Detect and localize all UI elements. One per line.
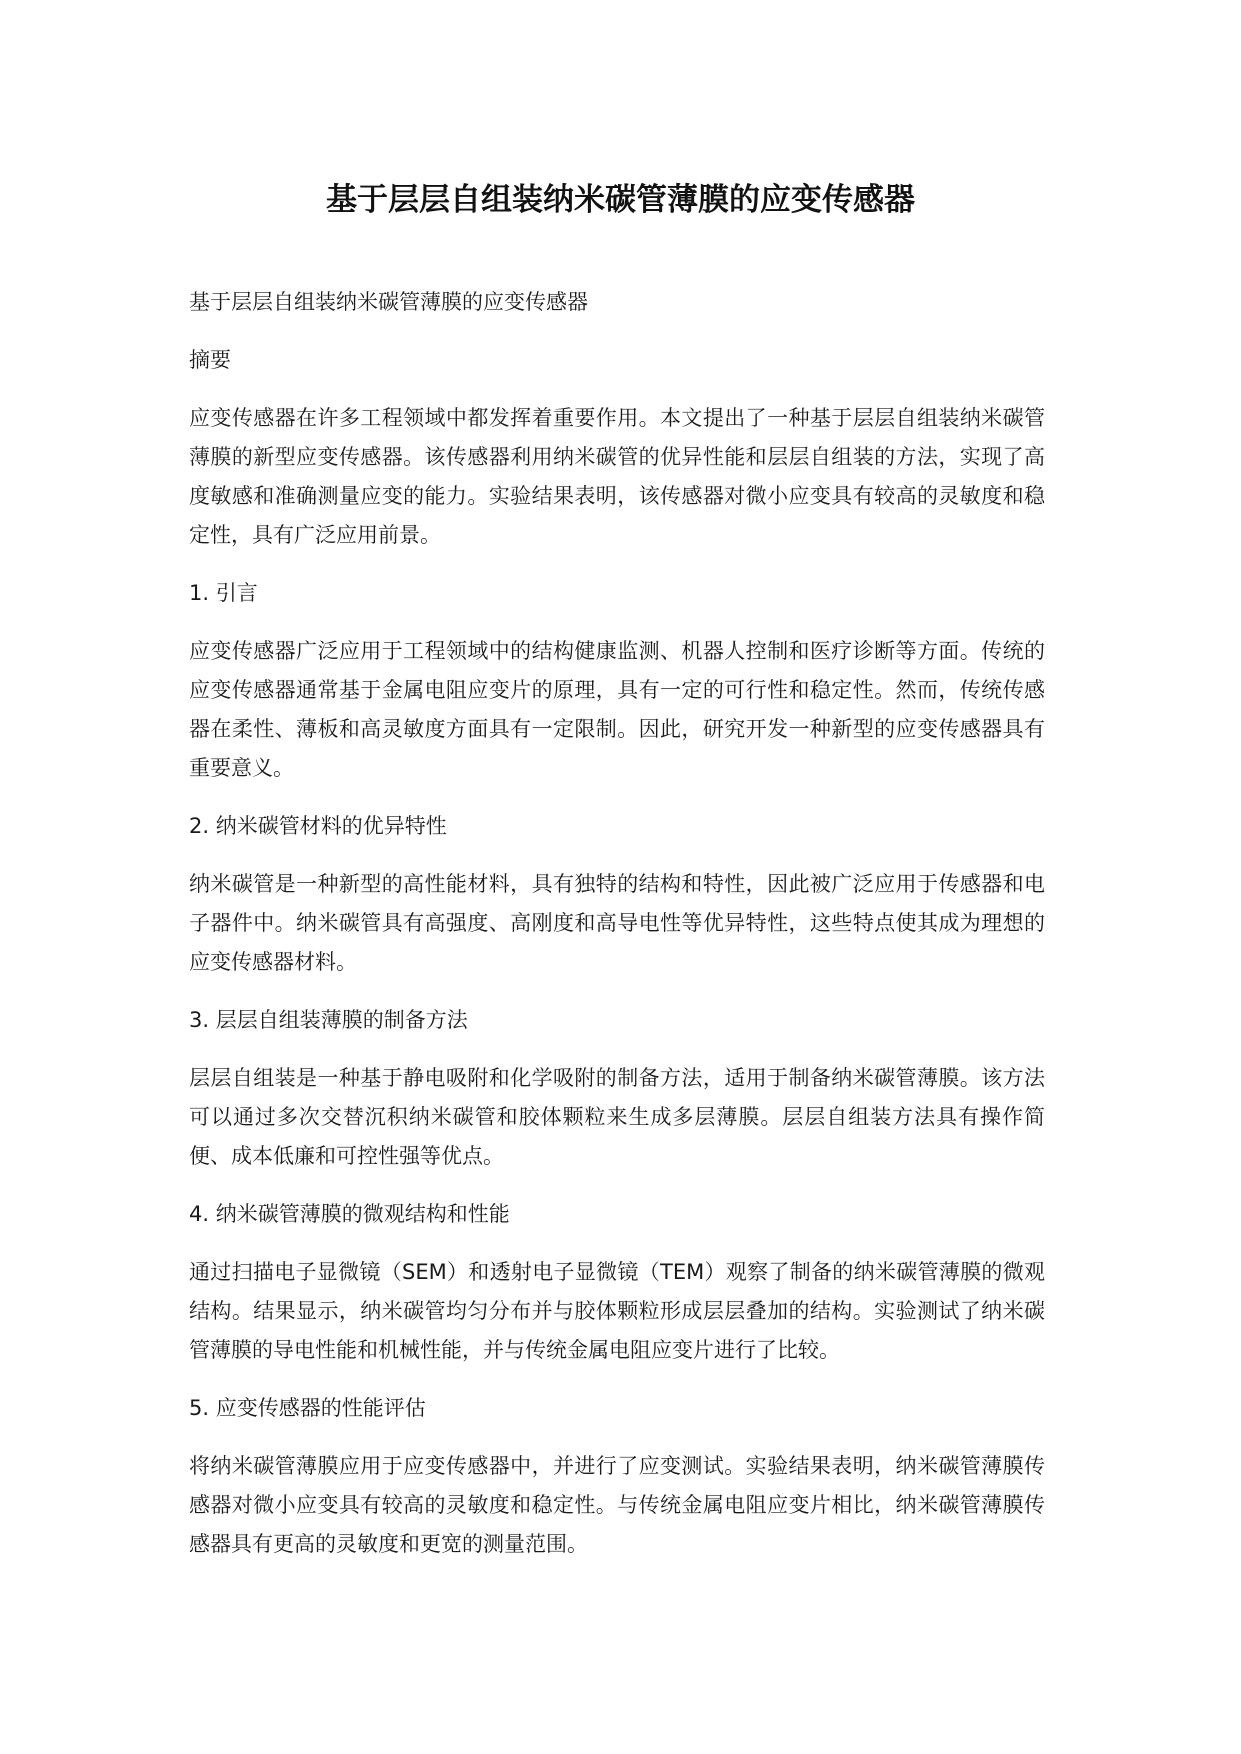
abstract-heading: 摘要 xyxy=(189,348,231,372)
abstract-paragraph: 应变传感器在许多工程领域中都发挥着重要作用。本文提出了一种基于层层自组装纳米碳管薄膜的新型应变传感器。该传感器利用纳米碳管的优异性能和层层自组装的方法，实现了高度敏感和准确测量应变的能力。实验结果表明，该传感器对微小应变具有较高的灵敏度和稳定性，具有广泛应用前景。 xyxy=(189,406,1045,547)
section-heading-performance: 5. 应变传感器的性能评估 xyxy=(189,1396,426,1420)
section-paragraph-introduction: 应变传感器广泛应用于工程领域中的结构健康监测、机器人控制和医疗诊断等方面。传统的应变传感器通常基于金属电阻应变片的原理，具有一定的可行性和稳定性。然而，传统传感器在柔性、薄板和高灵敏度方面具有一定限制。因此，研究开发一种新型的应变传感器具有重要意义。 xyxy=(189,639,1045,780)
document-title: 基于层层自组装纳米碳管薄膜的应变传感器 xyxy=(326,182,915,218)
section-paragraph-cnt-properties: 纳米碳管是一种新型的高性能材料，具有独特的结构和特性，因此被广泛应用于传感器和电子器件中。纳米碳管具有高强度、高刚度和高导电性等优异特性，这些特点使其成为理想的应变传感器材料。 xyxy=(189,872,1045,974)
section-heading-introduction: 1. 引言 xyxy=(189,581,258,605)
section-heading-lbl-fabrication: 3. 层层自组装薄膜的制备方法 xyxy=(189,1008,468,1032)
section-heading-microstructure: 4. 纳米碳管薄膜的微观结构和性能 xyxy=(189,1202,510,1226)
section-paragraph-microstructure: 通过扫描电子显微镜（SEM）和透射电子显微镜（TEM）观察了制备的纳米碳管薄膜的微观结构。结果显示，纳米碳管均匀分布并与胶体颗粒形成层层叠加的结构。实验测试了纳米碳管薄膜的导电性能和机械性能，并与传统金属电阻应变片进行了比较。 xyxy=(189,1260,1045,1362)
section-paragraph-lbl-fabrication: 层层自组装是一种基于静电吸附和化学吸附的制备方法，适用于制备纳米碳管薄膜。该方法可以通过多次交替沉积纳米碳管和胶体颗粒来生成多层薄膜。层层自组装方法具有操作简便、成本低廉和可控性强等优点。 xyxy=(189,1066,1045,1168)
document-body xyxy=(189,283,1045,1564)
section-paragraph-performance: 将纳米碳管薄膜应用于应变传感器中，并进行了应变测试。实验结果表明，纳米碳管薄膜传感器对微小应变具有较高的灵敏度和稳定性。与传统金属电阻应变片相比，纳米碳管薄膜传感器具有更高的灵敏度和更宽的测量范围。 xyxy=(189,1454,1045,1556)
section-heading-cnt-properties: 2. 纳米碳管材料的优异特性 xyxy=(189,814,447,838)
document-subtitle: 基于层层自组装纳米碳管薄膜的应变传感器 xyxy=(189,290,588,314)
